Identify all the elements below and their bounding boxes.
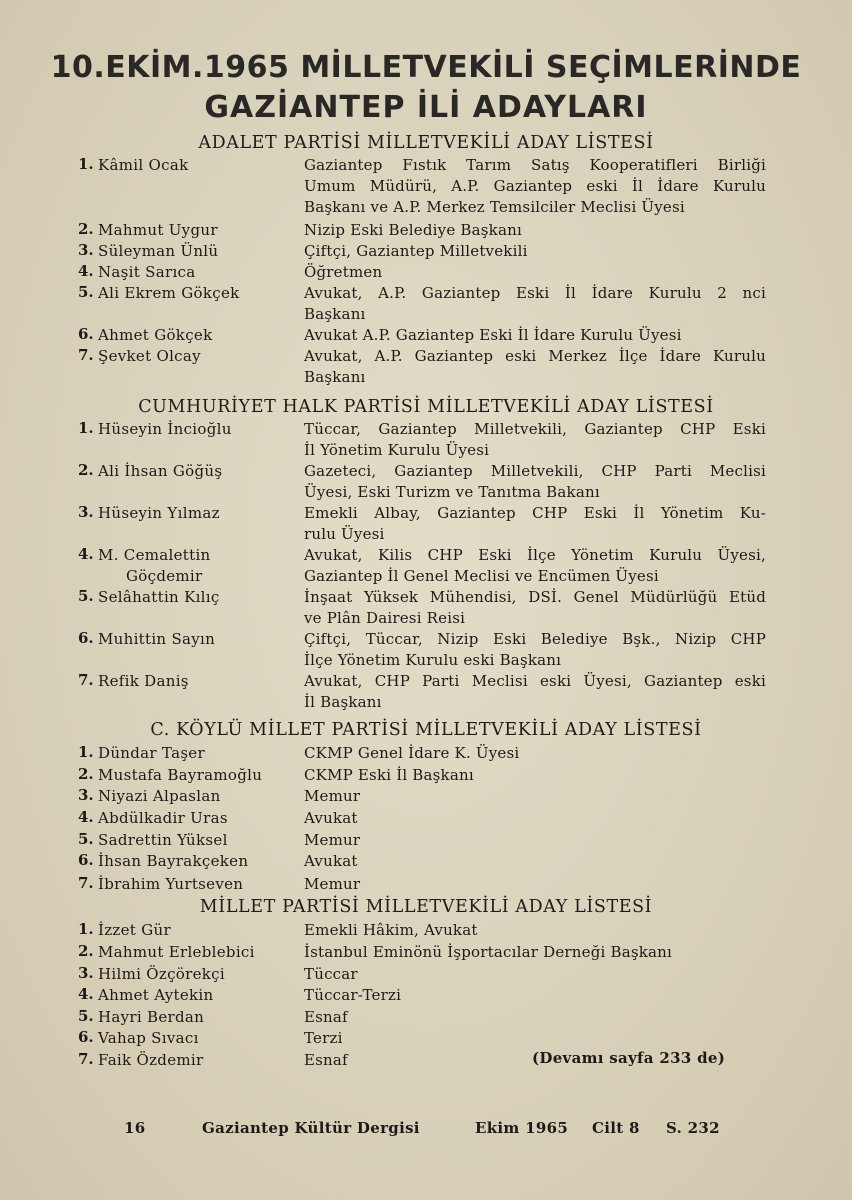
candidate-name: Abdülkadir Uras xyxy=(98,809,228,827)
candidate-number: 7. xyxy=(78,671,94,689)
candidate-number: 1. xyxy=(78,743,94,761)
candidate-number: 7. xyxy=(78,874,94,892)
candidate-name: Faik Özdemir xyxy=(98,1051,204,1069)
candidate-name: Niyazi Alpaslan xyxy=(98,787,221,805)
candidate-number: 6. xyxy=(78,629,94,647)
candidate-name: İbrahim Yurtseven xyxy=(98,875,244,893)
candidate-name: Mahmut Uygur xyxy=(98,221,218,239)
candidate-number: 5. xyxy=(78,587,94,605)
candidate-description: Öğretmen xyxy=(304,263,383,281)
candidate-name: Mahmut Erleblebici xyxy=(98,943,255,961)
candidate-description: Çiftçi, Gaziantep Milletvekili xyxy=(304,242,528,260)
candidate-number: 2. xyxy=(78,220,94,238)
candidate-number: 4. xyxy=(78,985,94,1003)
candidate-description: Avukat, Kilis CHP Eski İlçe Yönetim Kurulu Üyesi, Gaziantep İl Genel Meclisi ve Encümen Üyesi xyxy=(304,546,766,585)
candidate-description: Avukat xyxy=(304,809,358,827)
candidate-number: 3. xyxy=(78,964,94,982)
candidate-description: İnşaat Yüksek Mühendisi, DSİ. Genel Müdürlüğü Etüd ve Plân Dairesi Reisi xyxy=(304,588,766,627)
candidate-description: Gazeteci, Gaziantep Milletvekili, CHP Parti Meclisi Üyesi, Eski Turizm ve Tanıtma Bakanı xyxy=(304,462,766,501)
section-heading: C. KÖYLÜ MİLLET PARTİSİ MİLLETVEKİLİ ADAY LİSTESİ xyxy=(150,720,702,740)
candidate-name: Dündar Taşer xyxy=(98,744,205,762)
candidate-name: Hilmi Özçörekçi xyxy=(98,965,225,983)
candidate-number: 2. xyxy=(78,461,94,479)
candidate-description: Avukat xyxy=(304,852,358,870)
candidate-name: Ahmet Gökçek xyxy=(98,326,213,344)
footer-issue: S. 232 xyxy=(666,1119,720,1137)
candidate-number: 6. xyxy=(78,325,94,343)
candidate-name: Hüseyin Yılmaz xyxy=(98,504,220,522)
section-heading: MİLLET PARTİSİ MİLLETVEKİLİ ADAY LİSTESİ xyxy=(199,897,653,917)
candidate-description: Avukat, A.P. Gaziantep eski Merkez İlçe İdare Kurulu Başkanı xyxy=(304,347,766,386)
candidate-name: Selâhattin Kılıç xyxy=(98,588,220,606)
candidate-number: 3. xyxy=(78,503,94,521)
candidate-number: 7. xyxy=(78,1050,94,1068)
section-heading: ADALET PARTİSİ MİLLETVEKİLİ ADAY LİSTESİ xyxy=(198,133,654,153)
footer-volume: Cilt 8 xyxy=(592,1119,640,1137)
candidate-description: Emekli Hâkim, Avukat xyxy=(304,921,478,939)
candidate-name: İhsan Bayrakçeken xyxy=(98,852,249,870)
candidate-description: Tüccar-Terzi xyxy=(304,986,402,1004)
page-title: 10.EKİM.1965 MİLLETVEKİLİ SEÇİMLERİNDE xyxy=(50,50,802,85)
candidate-description: Emekli Albay, Gaziantep CHP Eski İl Yönetim Ku- rulu Üyesi xyxy=(304,504,766,543)
candidate-description: Avukat A.P. Gaziantep Eski İl İdare Kurulu Üyesi xyxy=(304,326,682,344)
candidate-name: Ali İhsan Göğüş xyxy=(98,462,223,480)
candidate-description: Terzi xyxy=(304,1029,343,1047)
candidate-description: Tüccar xyxy=(304,965,358,983)
candidate-number: 4. xyxy=(78,545,94,563)
footer-journal: Gaziantep Kültür Dergisi xyxy=(202,1119,420,1137)
section-heading: CUMHURİYET HALK PARTİSİ MİLLETVEKİLİ ADAY LİSTESİ xyxy=(138,397,714,417)
candidate-name: Hayri Berdan xyxy=(98,1008,205,1026)
candidate-number: 5. xyxy=(78,283,94,301)
candidate-number: 2. xyxy=(78,942,94,960)
candidate-description: Memur xyxy=(304,875,361,893)
candidate-name: Ali Ekrem Gökçek xyxy=(98,284,240,302)
candidate-description: CKMP Eski İl Başkanı xyxy=(304,766,474,784)
candidate-name: Naşit Sarıca xyxy=(98,263,196,281)
candidate-description: Memur xyxy=(304,831,361,849)
candidate-number: 4. xyxy=(78,262,94,280)
footer-page-number: 16 xyxy=(124,1119,146,1137)
footer-date: Ekim 1965 xyxy=(475,1119,569,1137)
candidate-description: Çiftçi, Tüccar, Nizip Eski Belediye Bşk., Nizip CHP İlçe Yönetim Kurulu eski Başkanı xyxy=(304,630,766,669)
candidate-description: Memur xyxy=(304,787,361,805)
candidate-number: 1. xyxy=(78,419,94,437)
candidate-name: Mustafa Bayramoğlu xyxy=(98,766,263,784)
continued-note: (Devamı sayfa 233 de) xyxy=(532,1049,726,1067)
page-subtitle: GAZİANTEP İLİ ADAYLARI xyxy=(204,90,648,125)
candidate-name: Hüseyin İncioğlu xyxy=(98,420,232,438)
candidate-description: Avukat, A.P. Gaziantep Eski İl İdare Kurulu 2 nci Başkanı xyxy=(304,284,766,323)
candidate-name: İzzet Gür xyxy=(98,921,171,939)
candidate-number: 7. xyxy=(78,346,94,364)
candidate-number: 1. xyxy=(78,155,94,173)
candidate-name: Sadrettin Yüksel xyxy=(98,831,228,849)
candidate-number: 3. xyxy=(78,241,94,259)
candidate-name: Şevket Olcay xyxy=(98,347,201,365)
candidate-name: M. Cemalettin Göçdemir xyxy=(98,546,211,585)
candidate-name: Süleyman Ünlü xyxy=(98,242,219,260)
candidate-description: Tüccar, Gaziantep Milletvekili, Gaziantep CHP Eski İl Yönetim Kurulu Üyesi xyxy=(304,420,766,459)
candidate-name: Muhittin Sayın xyxy=(98,630,216,648)
candidate-number: 6. xyxy=(78,1028,94,1046)
candidate-description: Nizip Eski Belediye Başkanı xyxy=(304,221,522,239)
candidate-description: Esnaf xyxy=(304,1051,348,1069)
candidate-description: Esnaf xyxy=(304,1008,348,1026)
candidate-description: CKMP Genel İdare K. Üyesi xyxy=(304,744,520,762)
candidate-number: 3. xyxy=(78,786,94,804)
candidate-number: 6. xyxy=(78,851,94,869)
candidate-description: Avukat, CHP Parti Meclisi eski Üyesi, Gaziantep eski İl Başkanı xyxy=(304,672,766,711)
candidate-number: 1. xyxy=(78,920,94,938)
candidate-name: Vahap Sıvacı xyxy=(98,1029,199,1047)
candidate-number: 4. xyxy=(78,808,94,826)
candidate-description: İstanbul Eminönü İşportacılar Derneği Başkanı xyxy=(304,943,673,961)
candidate-name: Refik Daniş xyxy=(98,672,189,690)
candidate-number: 5. xyxy=(78,830,94,848)
candidate-number: 2. xyxy=(78,765,94,783)
candidate-description: Gaziantep Fıstık Tarım Satış Kooperatifleri Birliği Umum Müdürü, A.P. Gaziantep eski İl İdare Kurulu Başkanı ve A.P. Merkez Temsilciler Meclisi Üyesi xyxy=(304,156,766,216)
candidate-name: Kâmil Ocak xyxy=(98,156,189,174)
candidate-name: Ahmet Aytekin xyxy=(98,986,214,1004)
candidate-number: 5. xyxy=(78,1007,94,1025)
